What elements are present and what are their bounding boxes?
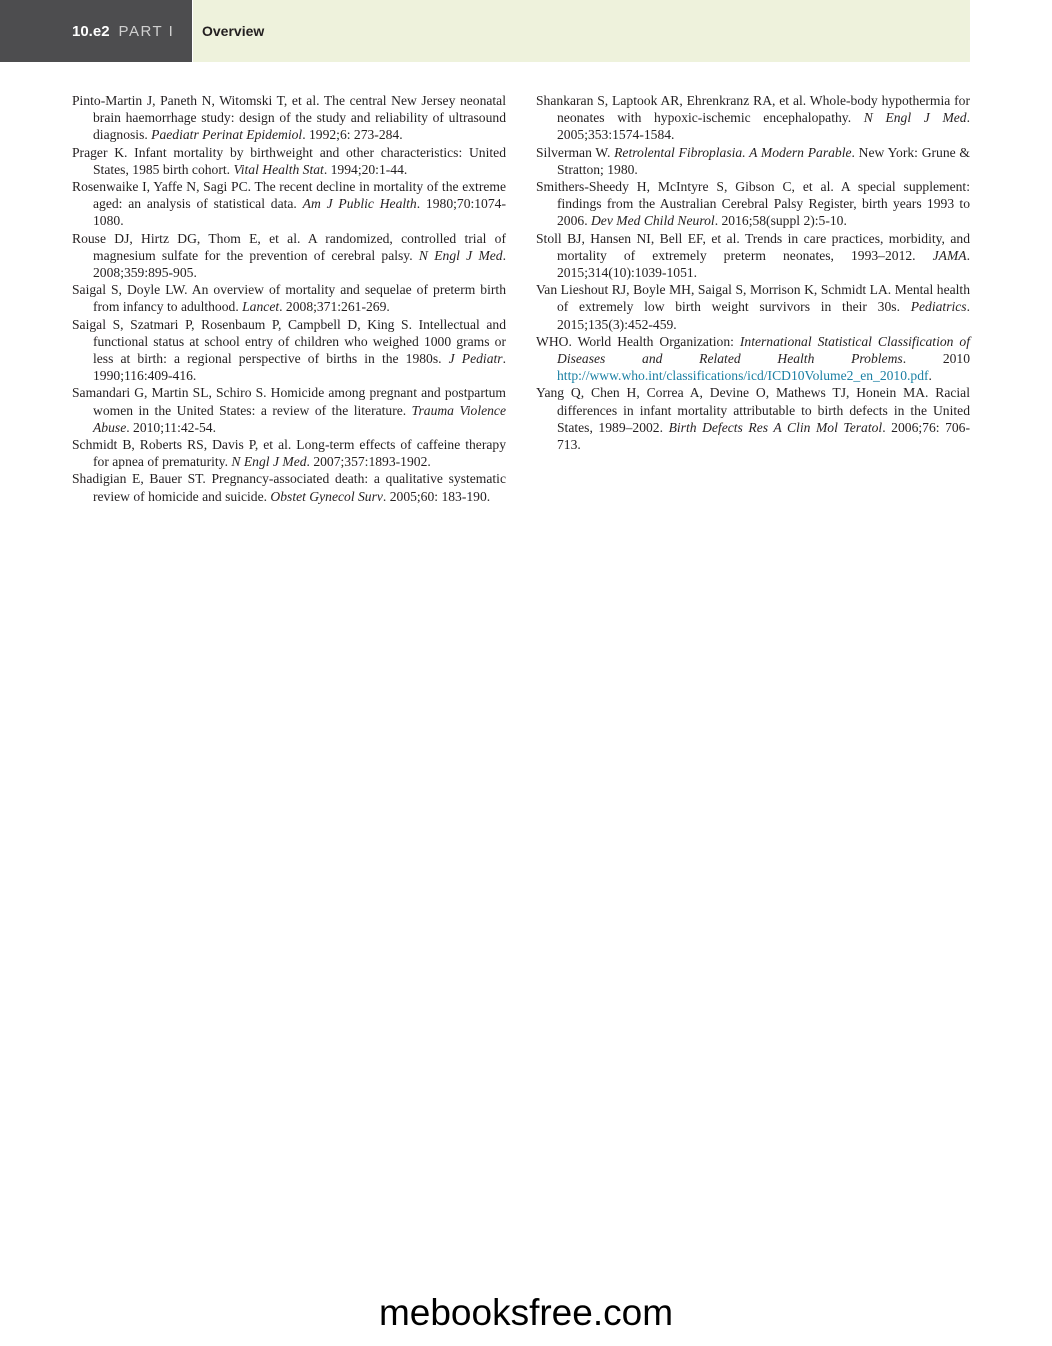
reference-entry: Saigal S, Szatmari P, Rosenbaum P, Campbell D, King S. Intellectual and functional status at school entry of children who weighed 1000 grams or less at birth: a regional perspective of births in the 1980s. J Pediatr. 1990;116:409-416. xyxy=(72,316,506,384)
reference-entry: Samandari G, Martin SL, Schiro S. Homicide among pregnant and postpartum women in the United States: a review of the literature. Trauma Violence Abuse. 2010;11:42-54. xyxy=(72,385,507,435)
reference-entry: Van Lieshout RJ, Boyle MH, Saigal S, Morrison K, Schmidt LA. Mental health of extremely low birth weight survivors in their 30s. Pediatrics. 2015;135(3):452-459. xyxy=(536,282,970,332)
watermark-text: mebooksfree.com xyxy=(378,1292,674,1333)
reference-entry: Silverman W. Retrolental Fibroplasia. A Modern Parable. New York: Grune & Stratton; 1980. xyxy=(536,144,970,177)
journal-title: Obstet Gynecol Surv xyxy=(270,488,383,504)
book-title: Retrolental Fibroplasia. A Modern Parable xyxy=(614,144,852,160)
journal-title: J Pediatr xyxy=(448,351,503,367)
section-title: Overview xyxy=(202,23,265,39)
reference-entry: Saigal S, Doyle LW. An overview of mortality and sequelae of preterm birth from infancy to adulthood. Lancet. 2008;371:261-269. xyxy=(72,282,506,315)
references-column-left xyxy=(72,92,506,505)
reference-entry: Prager K. Infant mortality by birthweight and other characteristics: United States, 1985 birth cohort. Vital Health Stat. 1994;20:1-44. xyxy=(72,144,506,177)
journal-title: Paediatr Perinat Epidemiol xyxy=(151,127,303,143)
header-page-block xyxy=(0,0,192,62)
reference-entry: WHO. World Health Organization: International Statistical Classification of Diseases and Related Health Problems. 2010 http://www.who.int/classifications/icd/ICD10Volume2_en_2010.pdf. xyxy=(536,333,971,384)
reference-entry: Schmidt B, Roberts RS, Davis P, et al. Long-term effects of caffeine therapy for apnea of prematurity. N Engl J Med. 2007;357:1893-1902. xyxy=(72,437,506,470)
journal-title: JAMA xyxy=(932,247,967,263)
reference-entry: Yang Q, Chen H, Correa A, Devine O, Mathews TJ, Honein MA. Racial differences in infant mortality attributable to birth defects in the United States, 1989–2002. Birth Defects Res A Clin Mol Teratol. 2006;76: 706-713. xyxy=(536,385,970,453)
journal-title: Dev Med Child Neurol xyxy=(590,213,715,229)
reference-entry: Shadigian E, Bauer ST. Pregnancy-associated death: a qualitative systematic review of homicide and suicide. Obstet Gynecol Surv. 2005;60: 183-190. xyxy=(72,471,506,504)
journal-title: N Engl J Med xyxy=(418,247,503,263)
journal-title: Lancet xyxy=(242,299,280,315)
journal-title: Trauma Violence Abuse xyxy=(93,402,507,435)
journal-title: N Engl J Med xyxy=(231,454,307,470)
journal-title: Am J Public Health xyxy=(302,196,417,212)
reference-entry: Rouse DJ, Hirtz DG, Thom E, et al. A randomized, controlled trial of magnesium sulfate for the prevention of cerebral palsy. N Engl J Med. 2008;359:895-905. xyxy=(72,230,507,281)
page-number: 10.e2 xyxy=(72,22,110,40)
references-column-right xyxy=(536,92,970,453)
reference-entry: Smithers-Sheedy H, McIntyre S, Gibson C, et al. A special supplement: findings from the Australian Cerebral Palsy Register, birth years 1993 to 2006. Dev Med Child Neurol. 2016;58(suppl 2):5-10. xyxy=(536,179,970,229)
reference-entry: Stoll BJ, Hansen NI, Bell EF, et al. Trends in care practices, morbidity, and mortality of extremely preterm neonates, 1993–2012. JAMA. 2015;314(10):1039-1051. xyxy=(536,230,970,281)
publication-title: International Statistical Classification of Diseases and Related Health Problems xyxy=(557,333,971,367)
reference-entry: Rosenwaike I, Yaffe N, Sagi PC. The recent decline in mortality of the extreme aged: an analysis of statistical data. Am J Public Health. 1980;70:1074-1080. xyxy=(72,179,506,229)
who-link[interactable]: http://www.who.int/classifications/icd/ICD10Volume2_en_2010.pdf xyxy=(557,368,929,384)
reference-entry: Pinto-Martin J, Paneth N, Witomski T, et al. The central New Jersey neonatal brain haemorrhage study: design of the study and reliability of ultrasound diagnosis. Paediatr Perinat Epidemiol. 1992;6: 273-284. xyxy=(72,93,506,143)
running-header xyxy=(0,0,970,62)
journal-title: Vital Health Stat xyxy=(233,161,324,177)
journal-title: Pediatrics xyxy=(910,299,967,315)
header-section-block xyxy=(192,0,970,62)
reference-entry: Shankaran S, Laptook AR, Ehrenkranz RA, et al. Whole-body hypothermia for neonates with hypoxic-ischemic encephalopathy. N Engl J Med. 2005;353:1574-1584. xyxy=(536,93,971,143)
journal-title: Birth Defects Res A Clin Mol Teratol xyxy=(668,419,883,435)
journal-title: N Engl J Med xyxy=(863,110,967,126)
part-label: PART I xyxy=(118,22,175,40)
